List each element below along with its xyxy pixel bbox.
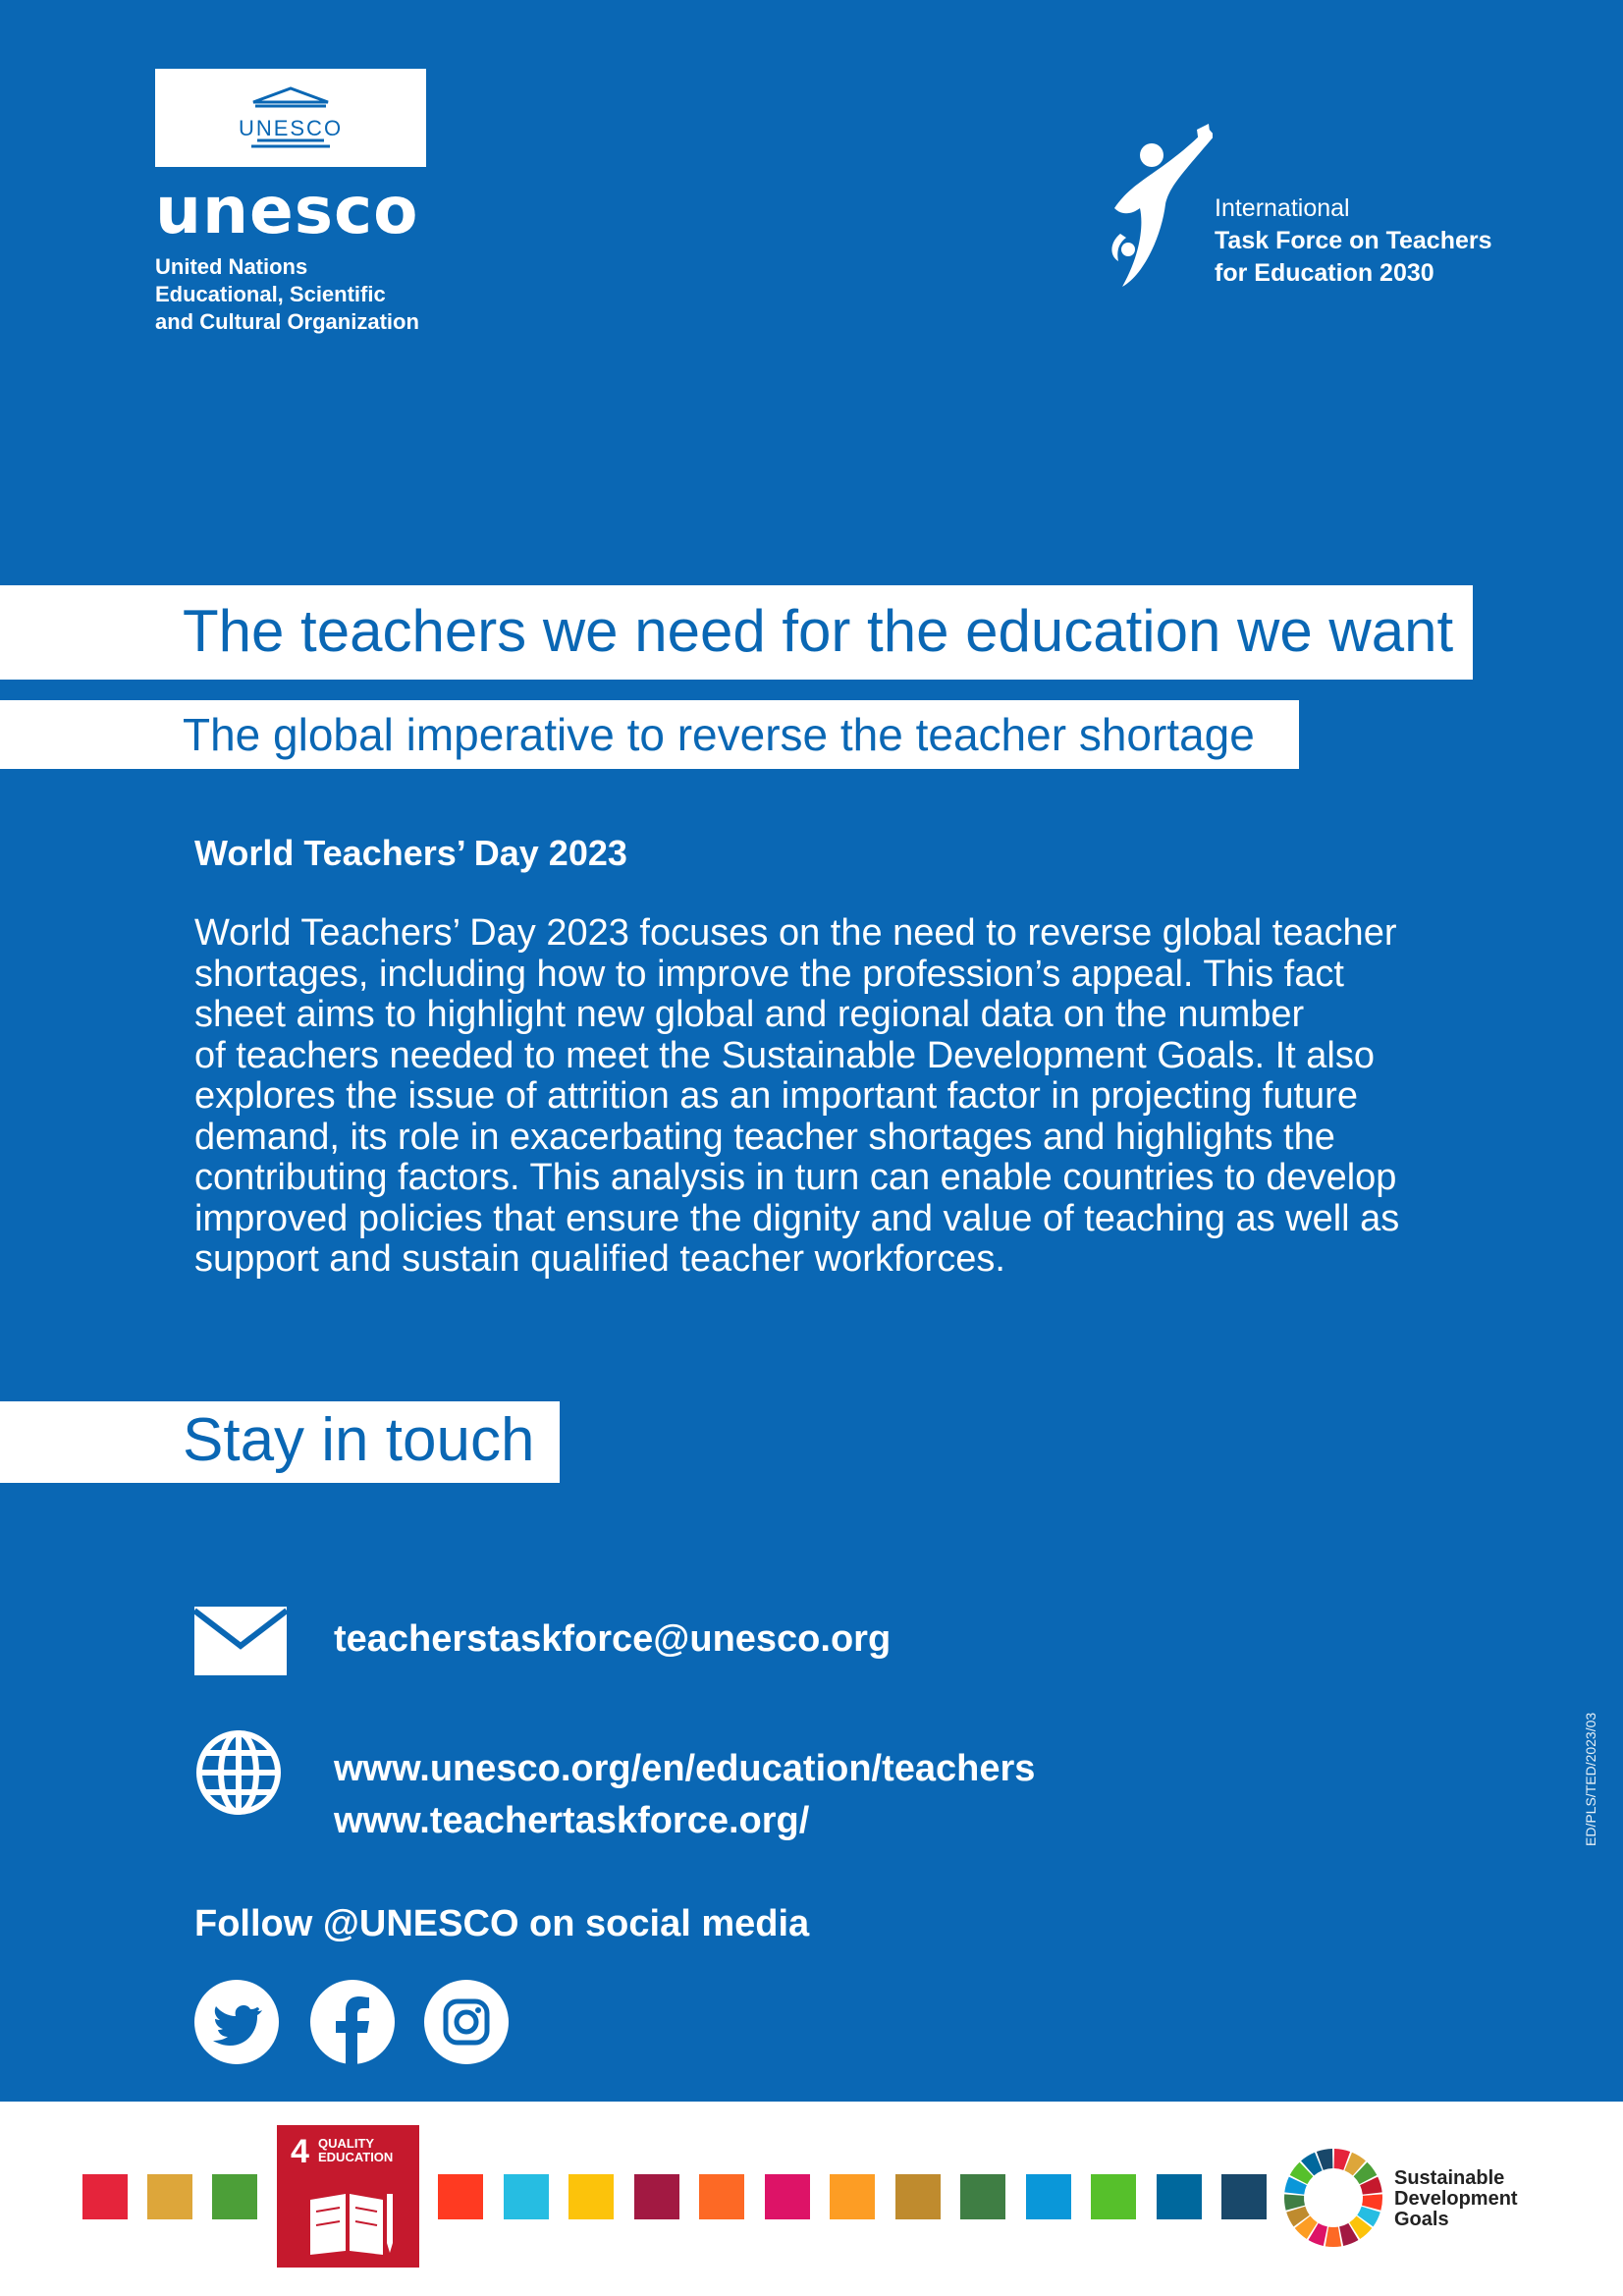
- unesco-wordmark: unesco: [155, 173, 419, 248]
- sdg-wheel-segment: [1325, 2227, 1341, 2247]
- sdg-square: [634, 2174, 679, 2219]
- sdg4-label: [318, 2137, 393, 2164]
- body-line: improved policies that ensure the dignity and value of teaching as well as: [194, 1197, 1400, 1239]
- body-line: contributing factors. This analysis in turn can enable countries to develop: [194, 1157, 1397, 1198]
- body-line: World Teachers’ Day 2023 focuses on the need to reverse global teacher: [194, 912, 1397, 954]
- unesco-fullname: [155, 253, 450, 336]
- unesco-fullname-line: United Nations: [155, 254, 308, 279]
- contact-heading: Stay in touch: [183, 1406, 535, 1474]
- sdg-square: [1221, 2174, 1267, 2219]
- sdg-logo-label: [1394, 2168, 1518, 2230]
- sdg-square: [1157, 2174, 1202, 2219]
- task-force-line: for Education 2030: [1215, 259, 1434, 287]
- sdg-square: [699, 2174, 744, 2219]
- section-body: [194, 913, 1461, 1281]
- sdg-square: [1091, 2174, 1136, 2219]
- sdg-square: [82, 2174, 128, 2219]
- sdg-square: [147, 2174, 192, 2219]
- temple-text: UNESCO: [238, 116, 344, 140]
- unesco-fullname-line: and Cultural Organization: [155, 309, 419, 334]
- sdg-square: [830, 2174, 875, 2219]
- sdg-square: [960, 2174, 1005, 2219]
- sdg-footer: [0, 2102, 1623, 2296]
- email-link[interactable]: teacherstaskforce@unesco.org: [334, 1618, 892, 1660]
- sdg-square: [765, 2174, 810, 2219]
- unesco-fullname-line: Educational, Scientific: [155, 282, 386, 306]
- sdg-square: [568, 2174, 614, 2219]
- page-subtitle: The global imperative to reverse the teacher shortage: [183, 709, 1255, 760]
- twitter-icon[interactable]: [194, 1980, 279, 2064]
- mail-icon: [194, 1607, 287, 1675]
- sdg4-label-line: QUALITY: [318, 2136, 375, 2151]
- sdg-label-line: Development: [1394, 2188, 1518, 2210]
- instagram-icon[interactable]: [424, 1980, 509, 2064]
- task-force-name: [1215, 192, 1492, 290]
- sdg-square: [1026, 2174, 1071, 2219]
- globe-icon: [194, 1728, 283, 1817]
- body-line: of teachers needed to meet the Sustainable Development Goals. It also: [194, 1034, 1375, 1076]
- sdg4-label-line: EDUCATION: [318, 2150, 394, 2164]
- book-pencil-icon: [306, 2186, 395, 2257]
- teacher-figure-icon: [1105, 118, 1213, 295]
- sdg4-number: 4: [291, 2133, 309, 2170]
- section-heading: World Teachers’ Day 2023: [194, 833, 627, 873]
- task-force-line: International: [1215, 194, 1350, 222]
- website-link-taskforce[interactable]: www.teachertaskforce.org/: [334, 1800, 810, 1841]
- body-line: demand, its role in exacerbating teacher shortages and highlights the: [194, 1116, 1335, 1158]
- body-line: sheet aims to highlight new global and regional data on the number: [194, 994, 1305, 1035]
- unesco-temple-emblem: [155, 69, 426, 167]
- body-line: shortages, including how to improve the profession’s appeal. This fact: [194, 953, 1344, 995]
- sdg-square: [895, 2174, 941, 2219]
- sdg-square: [212, 2174, 257, 2219]
- page-title: The teachers we need for the education we want: [183, 598, 1454, 664]
- task-force-line: Task Force on Teachers: [1215, 227, 1492, 254]
- facebook-icon[interactable]: [310, 1980, 395, 2064]
- sdg-square: [438, 2174, 483, 2219]
- body-line: support and sustain qualified teacher workforces.: [194, 1238, 1005, 1280]
- document-code: ED/PLS/TED/2023/03: [1583, 1712, 1598, 1846]
- unesco-logo: [155, 69, 430, 339]
- stay-in-touch-banner: [0, 1401, 560, 1483]
- sdg-label-line: Sustainable: [1394, 2167, 1505, 2189]
- task-force-logo: [1105, 118, 1497, 295]
- sdg-square: [504, 2174, 549, 2219]
- website-link-unesco[interactable]: www.unesco.org/en/education/teachers: [334, 1748, 1036, 1789]
- sdg-label-line: Goals: [1394, 2209, 1449, 2230]
- sdg-wheel-icon: [1282, 2147, 1384, 2249]
- subtitle-banner: [0, 700, 1299, 769]
- body-line: explores the issue of attrition as an important factor in projecting future: [194, 1075, 1358, 1117]
- temple-icon: [155, 69, 426, 167]
- sdg4-quality-education-tile: [277, 2125, 419, 2268]
- follow-heading: Follow @UNESCO on social media: [194, 1903, 810, 1944]
- title-banner: [0, 585, 1473, 680]
